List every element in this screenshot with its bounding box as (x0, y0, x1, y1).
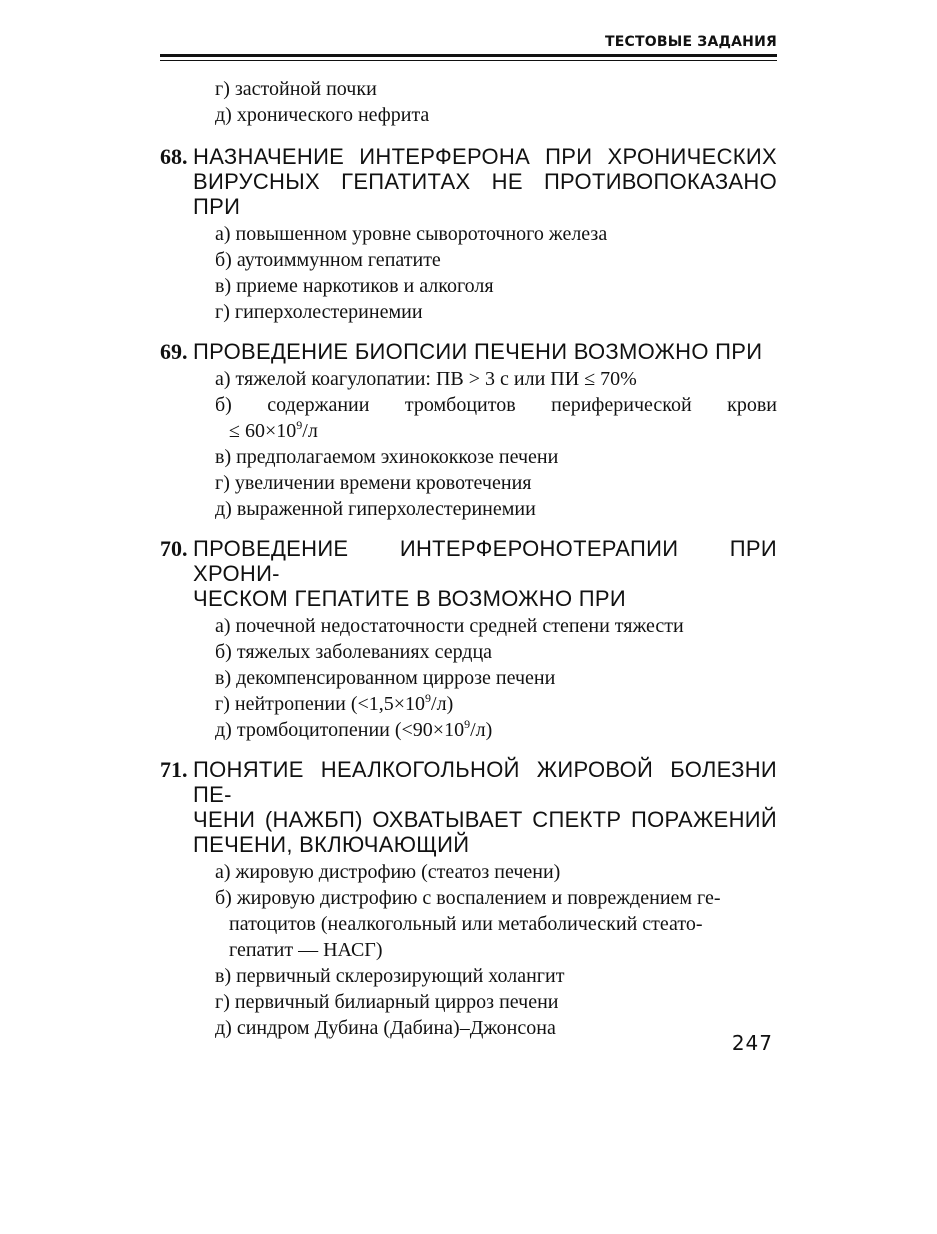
page-number: 247 (731, 1031, 773, 1055)
superscript: 9 (425, 691, 432, 705)
answer-option: д) синдром Дубина (Дабина)–Джонсона (215, 1017, 556, 1039)
answer-list (160, 221, 777, 325)
header-rule-thin (160, 60, 777, 61)
answer-option: г) увеличении времени кровотечения (215, 472, 532, 494)
answer-option: в) первичный склерозирующий холангит (215, 965, 565, 987)
superscript: 9 (296, 418, 303, 432)
answer-option: в) декомпенсированном циррозе печени (215, 667, 556, 689)
running-head: ТЕСТОВЫЕ ЗАДАНИЯ (605, 34, 777, 50)
answer-option: а) повышенном уровне сывороточного железа (215, 223, 608, 245)
answer-option: г) застойной почки (215, 78, 377, 100)
question-line: НАЗНАЧЕНИЕ ИНТЕРФЕРОНА ПРИ ХРОНИЧЕСКИХ (193, 144, 777, 169)
question-68 (160, 144, 777, 325)
answer-option: а) тяжелой коагулопатии: ПВ > 3 с или ПИ ≤ 70% (215, 368, 637, 390)
question-line: ЧЕНИ (НАЖБП) ОХВАТЫВАЕТ СПЕКТР ПОРАЖЕНИЙ (193, 807, 777, 832)
answer-option: г) гиперхолестеринемии (215, 301, 423, 323)
answer-option-unit: /л) (470, 719, 493, 741)
question-text (193, 144, 777, 219)
answer-list (160, 859, 777, 1041)
answer-option: в) приеме наркотиков и алкоголя (215, 275, 494, 297)
answer-continuation-text: ≤ 60×10 (229, 420, 297, 442)
question-heading (160, 339, 777, 364)
question-text (193, 536, 777, 611)
answer-continuation-unit: /л (302, 420, 318, 442)
superscript: 9 (464, 717, 471, 731)
answer-option-text: д) тромбоцитопении (<90×10 (215, 719, 465, 741)
question-line: ВИРУСНЫХ ГЕПАТИТАХ НЕ ПРОТИВОПОКАЗАНО ПРИ (193, 169, 777, 219)
question-number: 68. (160, 144, 188, 169)
answer-option-text: б) жировую дистрофию с воспалением и повреждением ге- (215, 887, 721, 909)
question-heading (160, 757, 777, 857)
page-content (160, 76, 777, 1041)
question-heading (160, 144, 777, 219)
question-line: ЧЕСКОМ ГЕПАТИТЕ В ВОЗМОЖНО ПРИ (193, 586, 626, 611)
question-line: ПОНЯТИЕ НЕАЛКОГОЛЬНОЙ ЖИРОВОЙ БОЛЕЗНИ ПЕ- (193, 757, 777, 807)
answer-option: а) жировую дистрофию (стеатоз печени) (215, 861, 561, 883)
answer-option: д) выраженной гиперхолестеринемии (215, 498, 536, 520)
question-71 (160, 757, 777, 1041)
answer-option: д) хронического нефрита (215, 104, 430, 126)
question-70 (160, 536, 777, 743)
question-line: ПРОВЕДЕНИЕ БИОПСИИ ПЕЧЕНИ ВОЗМОЖНО ПРИ (193, 339, 763, 364)
question-text (193, 339, 777, 364)
answer-option (215, 885, 777, 963)
answer-option: б) аутоиммунном гепатите (215, 249, 441, 271)
answer-list (160, 366, 777, 522)
answer-option (215, 691, 777, 717)
answer-option: в) предполагаемом эхинококкозе печени (215, 446, 559, 468)
header-rule (160, 54, 777, 57)
answer-option-text: г) нейтропении (<1,5×10 (215, 693, 426, 715)
answer-continuation-text: патоцитов (неалкогольный или метаболический стеато- (229, 913, 703, 935)
answer-option (215, 717, 777, 743)
question-heading (160, 536, 777, 611)
continued-answers (160, 76, 777, 128)
answer-option-unit: /л) (431, 693, 454, 715)
answer-option: б) тяжелых заболеваниях сердца (215, 641, 493, 663)
question-number: 71. (160, 757, 188, 782)
question-number: 70. (160, 536, 188, 561)
answer-option-text: б) содержании тромбоцитов периферической крови (215, 394, 777, 416)
question-line: ПЕЧЕНИ, ВКЛЮЧАЮЩИЙ (193, 832, 470, 857)
answer-option: г) первичный билиарный цирроз печени (215, 991, 559, 1013)
answer-continuation-text: гепатит — НАСГ) (229, 939, 383, 961)
question-69 (160, 339, 777, 522)
answer-list (160, 613, 777, 743)
answer-option: а) почечной недостаточности средней степени тяжести (215, 615, 684, 637)
question-number: 69. (160, 339, 188, 364)
answer-option (215, 392, 777, 418)
answer-option-continuation (215, 418, 777, 444)
question-line: ПРОВЕДЕНИЕ ИНТЕРФЕРОНОТЕРАПИИ ПРИ ХРОНИ- (193, 536, 777, 586)
question-text (193, 757, 777, 857)
